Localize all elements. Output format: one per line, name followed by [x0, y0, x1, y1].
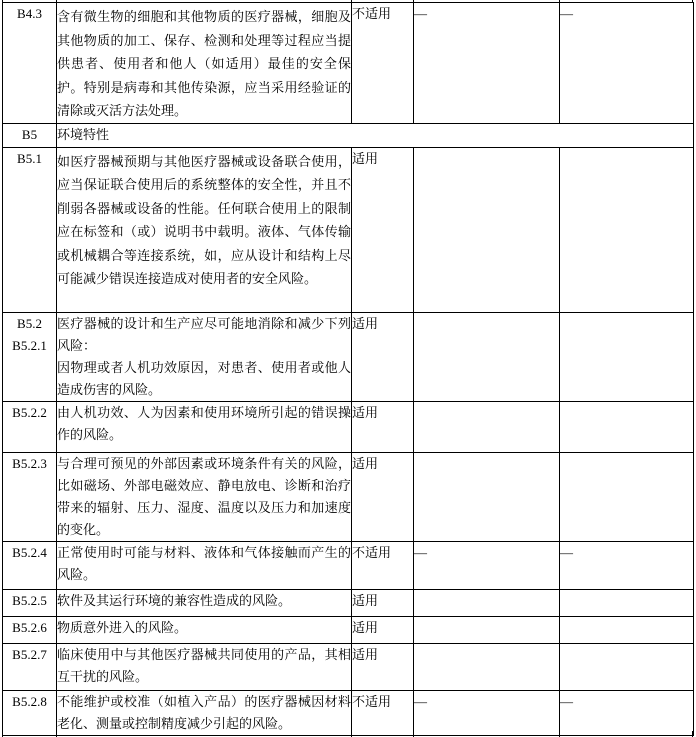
applicability-cell — [352, 452, 414, 541]
evidence-cell — [414, 589, 560, 616]
applicability-value: 适用 — [352, 315, 379, 331]
row-id: B5.2.4 — [12, 544, 47, 560]
remark-cell — [560, 541, 694, 589]
requirement-text: 不能维护或校准（如植入产品）的医疗器械因材料老化、测量或控制精度减少引起的风险。 — [57, 693, 351, 731]
table-row — [3, 312, 694, 401]
row-id-cell — [3, 690, 57, 735]
evidence-cell — [414, 312, 560, 401]
remark-cell — [560, 401, 694, 452]
row-id-cell — [3, 541, 57, 589]
applicability-value: 不适用 — [352, 544, 392, 560]
table-row — [3, 690, 694, 735]
evidence-cell — [414, 401, 560, 452]
row-id: B5.1 — [17, 150, 42, 166]
requirement-text: 由人机功效、人为因素和使用环境所引起的错误操作的风险。 — [57, 404, 351, 442]
requirement-text-cell — [57, 690, 352, 735]
requirement-text: 临床使用中与其他医疗器械共同使用的产品，其相互干扰的风险。 — [57, 646, 351, 684]
row-id-cell — [3, 589, 57, 616]
evidence-cell — [414, 147, 560, 312]
evidence-cell — [414, 452, 560, 541]
applicability-cell — [352, 3, 414, 124]
table-continuation-stub — [56, 731, 57, 737]
requirement-text: 软件及其运行环境的兼容性造成的风险。 — [57, 592, 292, 608]
row-id: B5.2.5 — [12, 592, 47, 608]
row-id-cell — [3, 3, 57, 124]
applicability-cell — [352, 690, 414, 735]
requirement-text: 含有微生物的细胞和其他物质的医疗器械，细胞及其他物质的加工、保存、检测和处理等过程应当提供患者、使用者和他人（如适用）最佳的安全保护。特别是病毒和其他传染源，应当采用经验证的清除或灭活方法处理。 — [57, 9, 351, 118]
remark-cell — [560, 643, 694, 690]
row-id: B5.2.2 — [12, 404, 47, 420]
applicability-value: 适用 — [352, 646, 379, 662]
requirement-text: 如医疗器械预期与其他医疗器械或设备联合使用，应当保证联合使用后的系统整体的安全性，并且不削弱各器械或设备的性能。任何联合使用上的限制应在标签和（或）说明书中载明。液体、气体传输或机械耦合等连接系统，如，应从设计和结构上尽可能减少错误连接造成对使用者的安全风险。 — [57, 153, 351, 286]
remark-cell — [560, 3, 694, 124]
row-id-cell — [3, 312, 57, 401]
applicability-value: 适用 — [352, 619, 379, 635]
remark-value: — — [560, 544, 573, 560]
remark-cell — [560, 616, 694, 643]
row-id: B5.2.1 — [12, 337, 47, 353]
requirement-text-cell — [57, 452, 352, 541]
applicability-value: 适用 — [352, 455, 379, 471]
requirement-text-cell — [57, 401, 352, 452]
section-title: 环境特性 — [57, 126, 110, 142]
evidence-cell — [414, 643, 560, 690]
requirement-text: 与合理可预见的外部因素或环境条件有关的风险，比如磁场、外部电磁效应、静电放电、诊断和治疗带来的辐射、压力、湿度、温度以及压力和加速度的变化。 — [57, 455, 351, 537]
applicability-value: 适用 — [352, 150, 379, 166]
table-row-section — [3, 123, 694, 147]
applicability-value: 不适用 — [352, 6, 392, 21]
row-id: B5.2.8 — [12, 693, 47, 709]
requirement-text-cell — [57, 3, 352, 124]
applicability-cell — [352, 643, 414, 690]
applicability-cell — [352, 401, 414, 452]
table-continuation-stub — [559, 731, 560, 737]
table-row — [3, 643, 694, 690]
row-id-cell — [3, 452, 57, 541]
evidence-value: — — [414, 6, 427, 21]
requirement-text-cell — [57, 643, 352, 690]
evidence-cell — [414, 690, 560, 735]
evidence-cell — [414, 616, 560, 643]
table-row — [3, 616, 694, 643]
applicability-cell — [352, 312, 414, 401]
evidence-value: — — [414, 693, 427, 709]
row-id-cell — [3, 401, 57, 452]
table-row — [3, 452, 694, 541]
row-id-cell — [3, 147, 57, 312]
applicability-cell — [352, 541, 414, 589]
requirement-text-cell — [57, 616, 352, 643]
row-id-cell — [3, 643, 57, 690]
requirement-text-cell — [57, 541, 352, 589]
table-row — [3, 401, 694, 452]
row-id-cell — [3, 616, 57, 643]
row-id: B4.3 — [17, 6, 42, 21]
requirement-text-cell — [57, 147, 352, 312]
applicability-value: 适用 — [352, 404, 379, 420]
evidence-value: — — [414, 544, 427, 560]
evidence-cell — [414, 541, 560, 589]
applicability-value: 不适用 — [352, 693, 392, 709]
requirements-table — [2, 2, 694, 736]
row-id-cell — [3, 123, 57, 147]
requirement-text: 物质意外进入的风险。 — [57, 619, 188, 635]
remark-cell — [560, 147, 694, 312]
remark-cell — [560, 452, 694, 541]
requirement-text-cell — [57, 312, 352, 401]
row-id: B5.2 — [17, 315, 42, 331]
remark-cell — [560, 690, 694, 735]
remark-value: — — [560, 6, 573, 21]
applicability-cell — [352, 589, 414, 616]
row-id: B5.2.3 — [12, 455, 47, 471]
table-continuation-stub — [351, 731, 352, 737]
evidence-cell — [414, 3, 560, 124]
table-continuation-stub — [692, 731, 693, 737]
table-row — [3, 147, 694, 312]
applicability-value: 适用 — [352, 592, 379, 608]
section-title-cell — [57, 123, 694, 147]
row-id: B5 — [21, 126, 38, 142]
requirement-text: 医疗器械的设计和生产应尽可能地消除和减少下列风险： — [57, 315, 351, 353]
row-id: B5.2.7 — [12, 646, 47, 662]
remark-cell — [560, 589, 694, 616]
table-row — [3, 541, 694, 589]
table-continuation-stub — [413, 731, 414, 737]
table-continuation-stub — [2, 731, 3, 737]
remark-cell — [560, 312, 694, 401]
requirement-text: 正常使用时可能与材料、液体和气体接触而产生的风险。 — [57, 544, 351, 582]
row-id: B5.2.6 — [12, 619, 47, 635]
table-row — [3, 3, 694, 124]
applicability-cell — [352, 616, 414, 643]
requirement-text-cell — [57, 589, 352, 616]
remark-value: — — [560, 693, 573, 709]
requirement-text: 因物理或者人机功效原因，对患者、使用者或他人造成伤害的风险。 — [57, 359, 351, 397]
applicability-cell — [352, 147, 414, 312]
table-row — [3, 589, 694, 616]
